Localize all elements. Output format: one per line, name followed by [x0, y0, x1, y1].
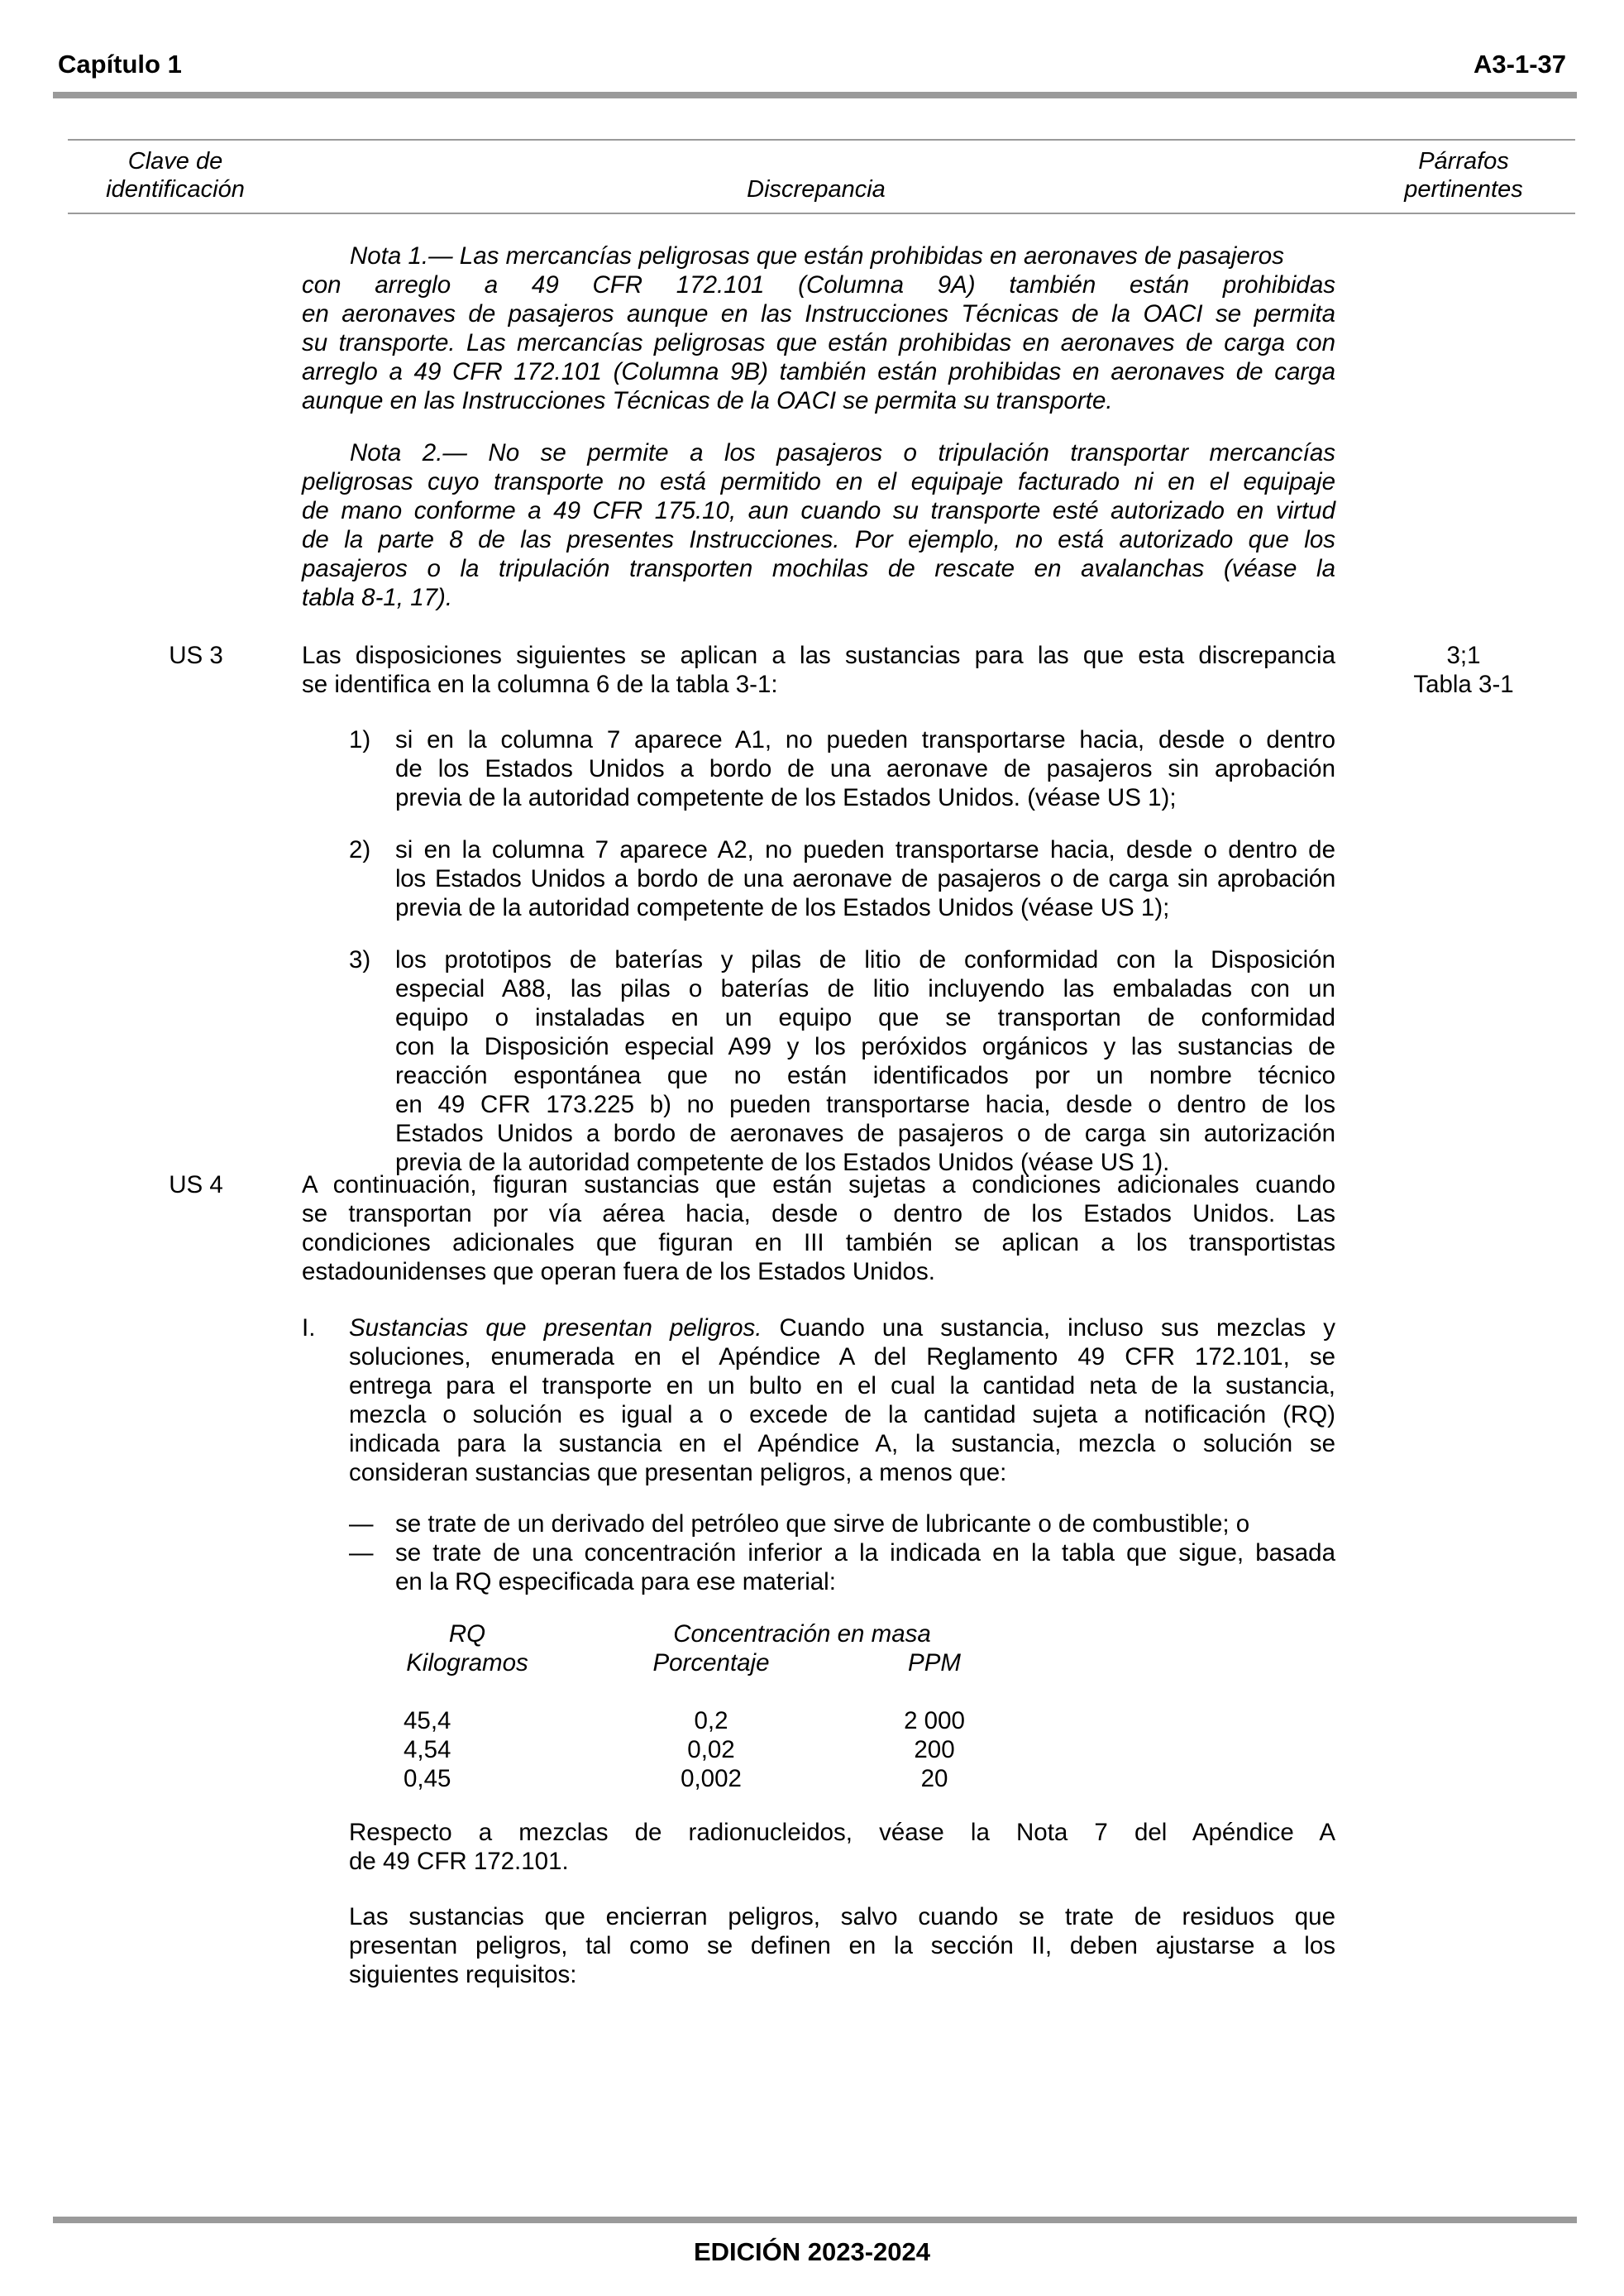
item-number: 2)	[349, 836, 371, 863]
table-cell-kg: 0,45	[404, 1765, 451, 1792]
note-2: Nota 2.— No se permite a los pasajeros o tripulación transportar mercancías peligrosas cuyo transporte no está permitido en el equipaje facturado ni en el equipaje de mano conforme a 49 CFR 175.10, aun cuando su transporte esté autorizado en virtud de la parte 8 de las presentes Instrucciones. Por ejemplo, no está autorizado que los pasajeros o la tripulación transporten mochilas de rescate en avalanchas (véase la tabla 8-1, 17).	[302, 439, 1335, 611]
section-number: I.	[302, 1314, 316, 1342]
edition-footer: EDICIÓN 2023-2024	[693, 2237, 931, 2266]
us3-intro: Las disposiciones siguientes se aplican a las sustancias para las que esta discrepancia se identifica en la columna 6 de la tabla 3-1:	[302, 642, 1335, 698]
us3-item-3: 3) los prototipos de baterías y pilas de litio de conformidad con la Disposición especial A88, las pilas o baterías de litio incluyendo las embaladas con un equipo o instaladas en un equipo que se transportan de conformidad con la Disposición especial A99 y los peróxidos orgánicos y las sustancias de reacción espontánea que no están identificados por un nombre técnico en 49 CFR 173.225 b) no pueden transportarse hacia, desde o dentro de los Estados Unidos a bordo de aeronaves de pasajeros o de carga sin autorización previa de la autoridad competente de los Estados Unidos (véase US 1).	[349, 946, 1335, 1176]
table-header-ppm: PPM	[908, 1649, 961, 1677]
us3-item-2: 2) si en la columna 7 aparece A2, no pueden transportarse hacia, desde o dentro de los Estados Unidos a bordo de una aeronave de pasajeros o de carga sin aprobación previa de la autoridad competente de los Estados Unidos (véase US 1);	[349, 836, 1335, 921]
item-number: 1)	[349, 726, 371, 753]
column-header-top-rule	[68, 139, 1575, 141]
section-title: Sustancias que presentan peligros.	[349, 1314, 762, 1342]
note-1: Nota 1.— Las mercancías peligrosas que están prohibidas en aeronaves de pasajeros con arreglo a 49 CFR 172.101 (Columna 9A) también están prohibidas en aeronaves de pasajeros aunque en las Instrucciones Técnicas de la OACI se permita su transporte. Las mercancías peligrosas que están prohibidas en aeronaves de carga con arreglo a 49 CFR 172.101 (Columna 9B) también están prohibidas en aeronaves de carga aunque en las Instrucciones Técnicas de la OACI se permita su transporte.	[302, 242, 1335, 414]
table-cell-percent: 0,02	[687, 1736, 735, 1763]
table-cell-kg: 45,4	[404, 1707, 451, 1734]
dash-item-2: — se trate de una concentración inferior a la indicada en la tabla que sigue, basada en la RQ especificada para ese material:	[349, 1539, 1335, 1595]
us3-item-1: 1) si en la columna 7 aparece A1, no pueden transportarse hacia, desde o dentro de los Estados Unidos a bordo de una aeronave de pasajeros sin aprobación previa de la autoridad competente de los Estados Unidos. (véase US 1);	[349, 726, 1335, 811]
table-cell-ppm: 200	[914, 1736, 955, 1763]
table-cell-ppm: 20	[920, 1765, 948, 1792]
table-cell-kg: 4,54	[404, 1736, 451, 1763]
chapter-title: Capítulo 1	[58, 50, 182, 79]
footer-rule	[53, 2217, 1577, 2223]
table-header-rq: RQ	[448, 1620, 486, 1648]
key-us3: US 3	[169, 642, 223, 669]
table-header-kg: Kilogramos	[406, 1649, 528, 1677]
column-header-paragraphs: Párrafos pertinentes	[1404, 148, 1523, 203]
dash-marker: —	[349, 1539, 374, 1567]
us4-section-I: I. Sustancias que presentan peligros. Cuando una sustancia, incluso sus mezclas y soluciones, enumerada en el Apéndice A del Reglamento 49 CFR 172.101, se entrega para el transporte en un bulto en el cual la cantidad neta de la sustancia, mezcla o solución es igual a o excede de la cantidad sujeta a notificación (RQ) indicada para la sustancia en el Apéndice A, la sustancia, mezcla o solución se consideran sustancias que presentan peligros, a menos que:	[302, 1314, 1335, 1486]
us4-intro: A continuación, figuran sustancias que están sujetas a condiciones adicionales cuando se transportan por vía aérea hacia, desde o dentro de los Estados Unidos. Las condiciones adicionales que figuran en III también se aplican a los transportistas estadounidenses que operan fuera de los Estados Unidos.	[302, 1171, 1335, 1285]
requirements-paragraph: Las sustancias que encierran peligros, salvo cuando se trate de residuos que presentan peligros, tal como se definen en la sección II, deben ajustarse a los siguientes requisitos:	[349, 1903, 1335, 1988]
column-header-discrepancy: Discrepancia	[747, 176, 886, 203]
table-cell-percent: 0,002	[681, 1765, 742, 1792]
table-cell-percent: 0,2	[694, 1707, 728, 1734]
key-us4: US 4	[169, 1171, 223, 1198]
column-header-bottom-rule	[68, 213, 1575, 214]
section-first-line: Sustancias que presentan peligros. Cuando una sustancia, incluso sus mezclas y	[349, 1314, 1335, 1342]
table-cell-ppm: 2 000	[904, 1707, 965, 1734]
dash-marker: —	[349, 1510, 374, 1538]
table-header-percent: Porcentaje	[652, 1649, 770, 1677]
item-number: 3)	[349, 946, 371, 973]
dash-item-1: — se trate de un derivado del petróleo que sirve de lubricante o de combustible; o	[349, 1510, 1250, 1538]
table-header-concentration: Concentración en masa	[673, 1620, 931, 1648]
page-reference: A3-1-37	[1474, 50, 1566, 79]
radionuclide-note: Respecto a mezclas de radionucleidos, véase la Nota 7 del Apéndice A de 49 CFR 172.101.	[349, 1819, 1335, 1875]
header-rule	[53, 92, 1577, 98]
column-header-key: Clave de identificación	[106, 148, 245, 203]
paragraphs-us3: 3;1 Tabla 3-1	[1413, 642, 1514, 698]
